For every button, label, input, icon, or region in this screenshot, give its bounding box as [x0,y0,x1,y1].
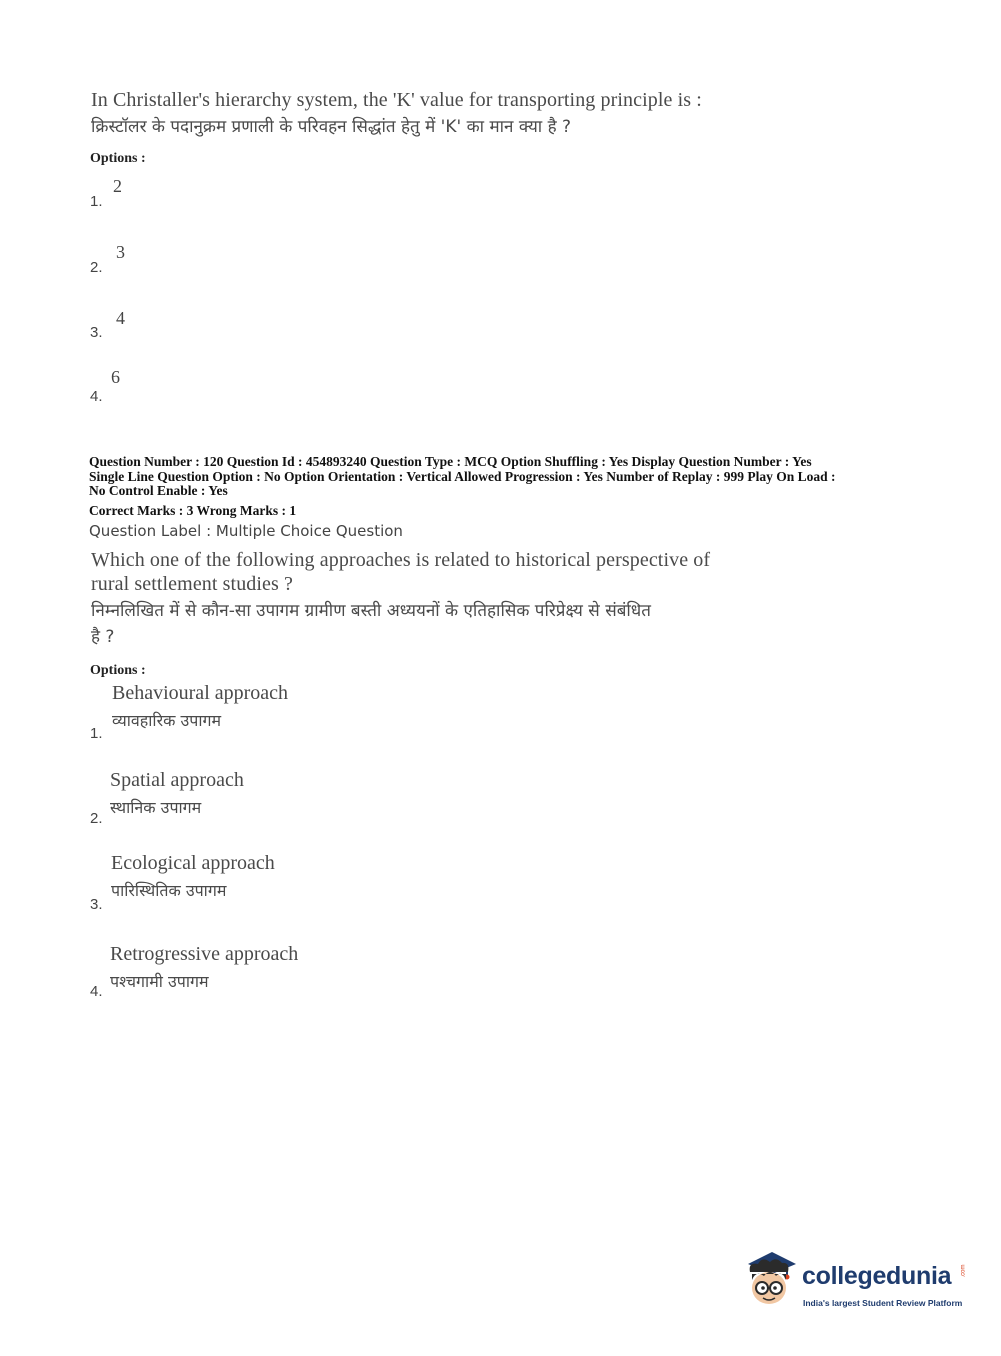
q2-marks: Correct Marks : 3 Wrong Marks : 1 [89,503,297,518]
option-value: 4 [116,308,125,328]
option-number: 3. [90,324,103,341]
mascot-icon [742,1250,800,1312]
brand-name: collegedunia [802,1262,952,1290]
q1-text-en: In Christaller's hierarchy system, the 'K' value for transporting principle is : [91,89,702,111]
q2-meta-line-2: Single Line Question Option : No Option Orientation : Vertical Allowed Progression : Yes Number of Replay : 999 Play On Load : [89,469,836,484]
option-value: 3 [116,242,125,262]
option-number: 2. [90,810,103,827]
q2-text-en-line-2: rural settlement studies ? [91,573,293,595]
q2-meta-line-1: Question Number : 120 Question Id : 454893240 Question Type : MCQ Option Shuffling : Yes Display Question Number : Yes [89,454,812,469]
q2-meta-line-3: No Control Enable : Yes [89,483,228,498]
option-number: 3. [90,896,103,913]
option-number: 1. [90,193,103,210]
option-text-hi: पारिस्थितिक उपागम [111,881,227,900]
q1-options-label: Options : [90,151,146,166]
option-text-hi: व्यावहारिक उपागम [112,711,222,730]
q1-text-hi: क्रिस्टॉलर के पदानुक्रम प्रणाली के परिवहन सिद्धांत हेतु में 'K' का मान क्या है ? [91,117,572,137]
option-number: 4. [90,388,103,405]
q2-text-hi-line-2: है ? [91,627,115,647]
collegedunia-logo[interactable] [742,1250,972,1320]
option-number: 4. [90,983,103,1000]
option-text-en: Ecological approach [111,852,275,874]
option-text-hi: पश्चगामी उपागम [110,972,209,991]
option-text-hi: स्थानिक उपागम [110,798,202,817]
option-number: 1. [90,725,103,742]
option-value: 2 [113,176,122,196]
q2-text-hi-line-1: निम्नलिखित में से कौन-सा उपागम ग्रामीण बस्ती अध्ययनों के एतिहासिक परिप्रेक्ष्य से संबंधित [91,601,651,621]
q2-question-label: Question Label : Multiple Choice Question [89,522,403,540]
option-number: 2. [90,259,103,276]
option-text-en: Spatial approach [110,769,244,791]
q2-options-label: Options : [90,663,146,678]
option-text-en: Behavioural approach [112,682,289,704]
brand-tagline: India's largest Student Review Platform [803,1298,963,1308]
brand-dotcom: .com [960,1264,967,1278]
q2-text-en-line-1: Which one of the following approaches is related to historical perspective of [91,549,711,571]
option-value: 6 [111,367,120,387]
option-text-en: Retrogressive approach [110,943,299,965]
